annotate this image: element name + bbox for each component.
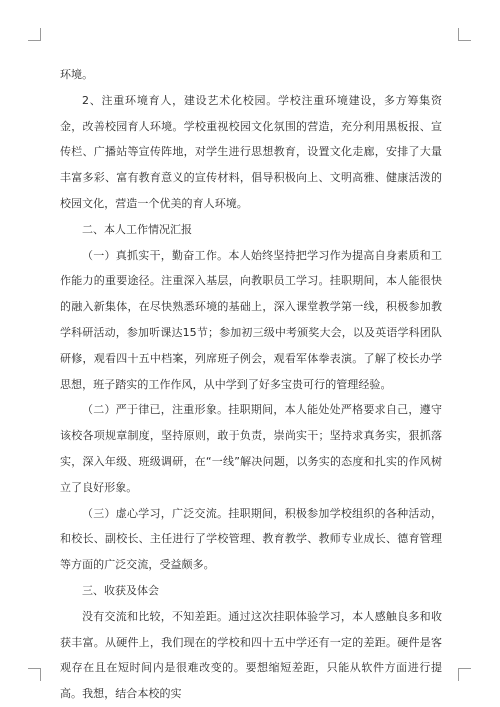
paragraph-work-3: （三）虚心学习，广泛交流。挂职期间，积极参加学校组织的各种活动，和校长、副校长、主任进行了学校管理、教育教学、教师专业成长、德育管理等方面的广泛交流，受益颇多。 — [60, 506, 442, 572]
paragraph-work-1: （一）真抓实干，勤奋工作。本人始终坚持把学习作为提高自身素质和工作能力的重要途径。注重深入基层，向教职员工学习。挂职期间，本人能很快的融入新集体，在尽快熟悉环境的基础上，深入课堂教学第一线，积极参加教学科研活动，参加听课达15节；参加初三级中考颁奖大会，以及英语学科团队研修，观看四十五中档案，列席班子例会，观看军体拳表演。了解了校长办学思想，班子踏实的工作作风，从中学到了好多宝贵可行的管理经验。 — [60, 248, 442, 391]
paragraph-continuation: 环境。 — [60, 68, 94, 81]
section-heading-gains: 三、收获及体会 — [82, 583, 159, 597]
section-heading-work-report: 二、本人工作情况汇报 — [82, 222, 192, 236]
crop-mark-bottom-right — [458, 668, 471, 681]
crop-mark-bottom-left — [28, 668, 41, 681]
document-body — [60, 62, 442, 707]
paragraph-gains: 没有交流和比较，不知差距。通过这次挂职体验学习，本人感触良多和收获丰富。从硬件上，我们现在的学校和四十五中学还有一定的差距。硬件是客观存在且在短时间内是很难改变的。要想缩短差距，只能从软件方面进行提高。我想，结合本校的实 — [60, 609, 442, 701]
crop-mark-top-right — [458, 28, 471, 41]
crop-mark-top-left — [28, 28, 41, 41]
paragraph-work-2: （二）严于律已，注重形象。挂职期间，本人能处处严格要求自己，遵守该校各项规章制度，坚持原则，敢于负责，崇尚实干；坚持求真务实，狠抓落实，深入年级、班级调研，在“一线”解决问题，以务实的态度和扎实的作风树立了良好形象。 — [60, 403, 442, 494]
paragraph-environment: 2、注重环境育人，建设艺术化校园。学校注重环境建设，多方筹集资金，改善校园育人环境。学校重视校园文化氛围的营造，充分利用黑板报、宣传栏、广播站等宣传阵地，对学生进行思想教育，设置文化走廊，安排了大量丰富多彩、富有教育意义的宣传材料，倡导积极向上、文明高雅、健康活泼的校园文化，营造一个优美的育人环境。 — [60, 93, 442, 210]
